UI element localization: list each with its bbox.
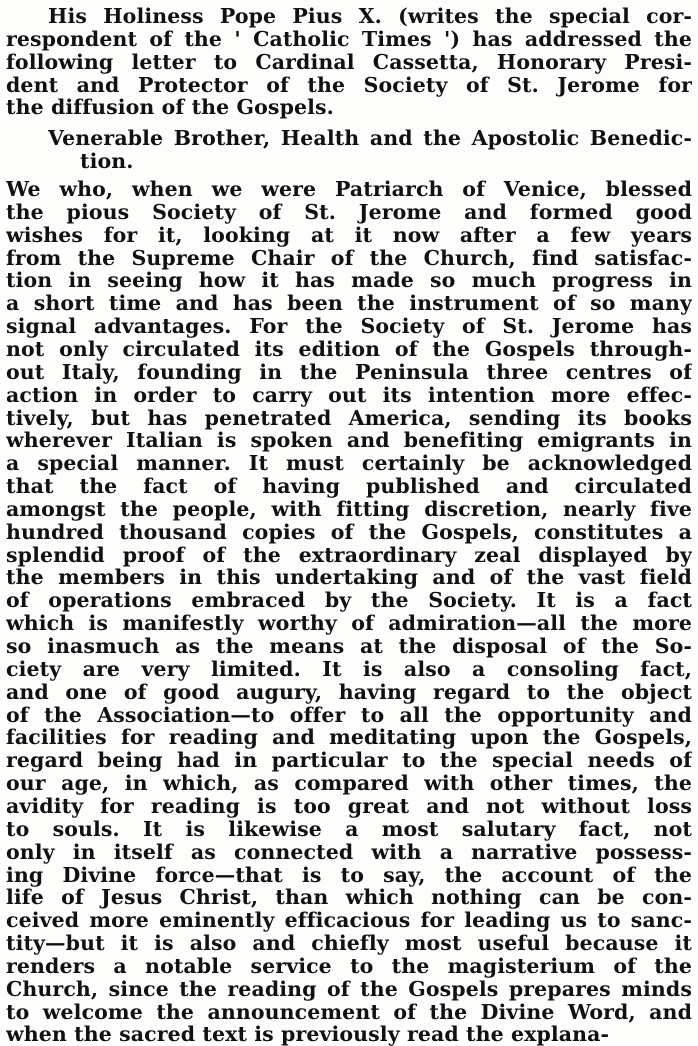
body-line: facilities for reading and meditating upon the Gospels, — [6, 725, 692, 750]
body-line: tively, but has penetrated America, sending its books — [6, 405, 692, 430]
body-line: a special manner. It must certainly be acknowledged — [6, 451, 692, 476]
intro-line: following letter to Cardinal Cassetta, Honorary Presi- — [6, 49, 692, 74]
body-line: only in itself as connected with a narrative possess- — [6, 839, 692, 864]
body-line: that the fact of having published and circulated — [6, 474, 692, 499]
body-line: wherever Italian is spoken and benefiting emigrants in — [6, 428, 692, 453]
intro-line: His Holiness Pope Pius X. (writes the special cor- — [48, 4, 692, 28]
body-line: ciety are very limited. It is also a consoling fact, — [6, 656, 692, 681]
body-line: ing Divine force—that is to say, the account of the — [6, 862, 692, 887]
body-line: Church, since the reading of the Gospels prepares minds — [6, 976, 692, 1001]
body-line: regard being had in particular to the special needs of — [6, 748, 692, 773]
body-line: We who, when we were Patriarch of Venice, blessed — [6, 177, 692, 201]
body-line: hundred thousand copies of the Gospels, constitutes a — [6, 519, 692, 544]
body-line: wishes for it, looking at it now after a few years — [6, 222, 692, 247]
salutation-line: Venerable Brother, Health and the Apostolic Benedic- — [48, 126, 692, 150]
intro-line: dent and Protector of the Society of St. Jerome for — [6, 72, 692, 97]
body-line: avidity for reading is too great and not without loss — [6, 793, 692, 818]
body-line: when the sacred text is previously read the explana- — [6, 1022, 610, 1046]
body-line: from the Supreme Chair of the Church, find satisfac- — [6, 245, 692, 270]
intro-line: respondent of the ' Catholic Times ') has addressed the — [6, 26, 692, 51]
body-line: which is manifestly worthy of admiration—all the more — [6, 611, 692, 636]
body-line: signal advantages. For the Society of St. Jerome has — [6, 314, 692, 339]
body-line: our age, in which, as compared with other times, the — [6, 771, 692, 796]
body-line: to souls. It is likewise a most salutary fact, not — [6, 816, 692, 841]
body-line: out Italy, founding in the Peninsula three centres of — [6, 359, 692, 384]
body-line: life of Jesus Christ, than which nothing can be con- — [6, 885, 692, 910]
body-line: renders a notable service to the magisterium of the — [6, 953, 692, 978]
body-line: splendid proof of the extraordinary zeal displayed by — [6, 542, 692, 567]
body-line: so inasmuch as the means at the disposal of the So- — [6, 634, 692, 658]
body-line: a short time and has been the instrument of so many — [6, 291, 692, 316]
body-line: amongst the people, with fitting discretion, nearly five — [6, 496, 692, 521]
body-line: tion in seeing how it has made so much progress in — [6, 268, 692, 293]
body-line: of the Association—to offer to all the opportunity and — [6, 702, 692, 727]
body-line: to welcome the announcement of the Divine Word, and — [6, 999, 692, 1024]
salutation-line: tion. — [80, 148, 134, 173]
body-line: the members in this undertaking and of the vast field — [6, 565, 692, 590]
body-line: action in order to carry out its intention more effec- — [6, 382, 692, 407]
intro-line: the diffusion of the Gospels. — [6, 95, 334, 120]
body-line: tity—but it is also and chiefly most useful because it — [6, 931, 692, 956]
body-line: not only circulated its edition of the Gospels through- — [6, 336, 692, 361]
body-line: of operations embraced by the Society. It is a fact — [6, 588, 692, 613]
body-line: and one of good augury, having regard to the object — [6, 679, 692, 704]
body-line: ceived more eminently efficacious for leading us to sanc- — [6, 908, 692, 933]
body-line: the pious Society of St. Jerome and formed good — [6, 199, 692, 224]
